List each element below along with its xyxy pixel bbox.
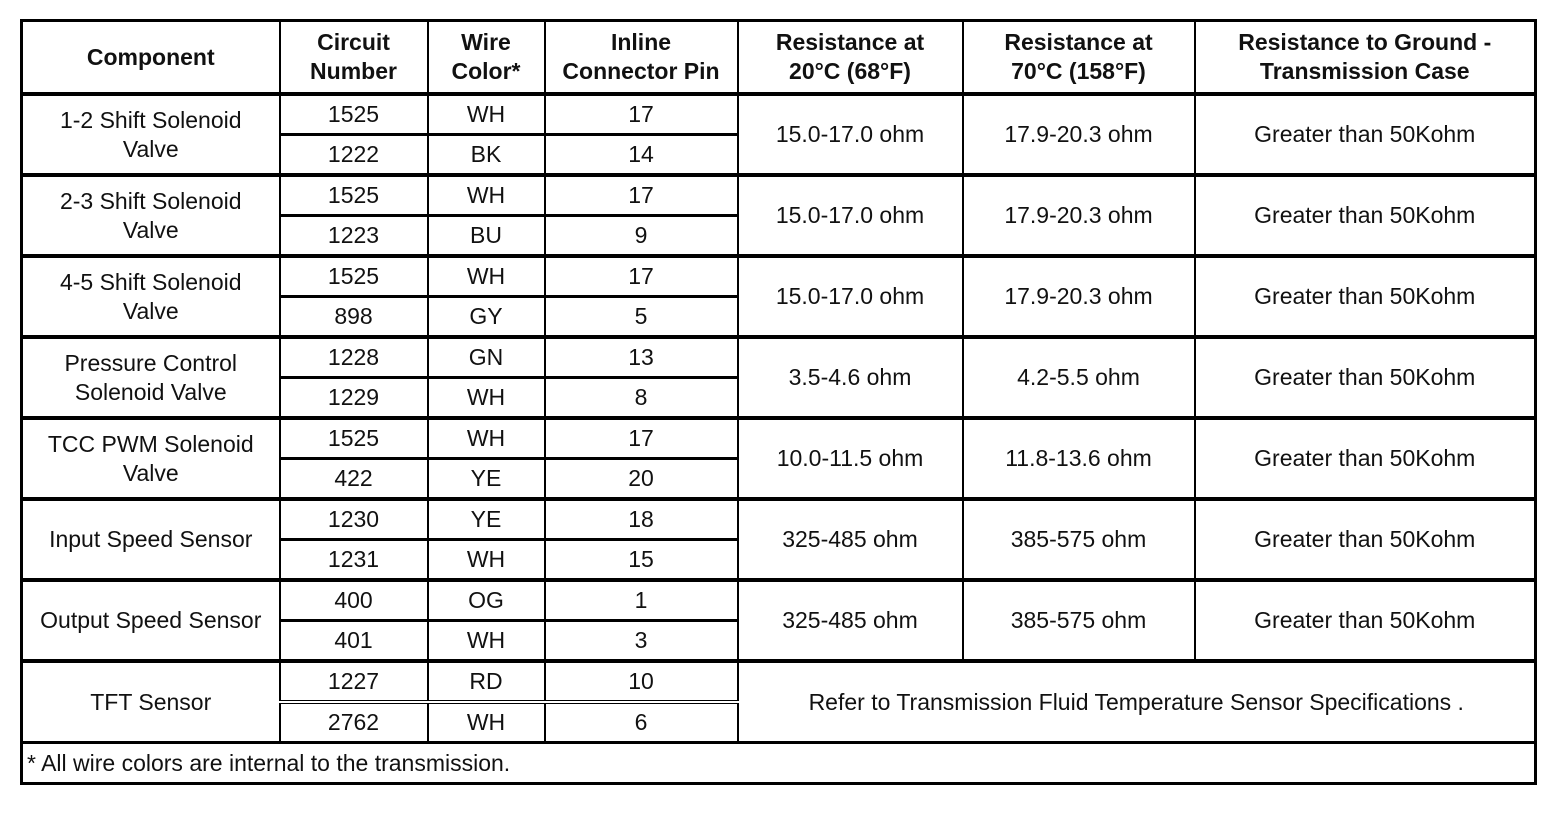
table-row bbox=[22, 418, 1536, 459]
header-component: Component bbox=[22, 21, 280, 95]
connector-pin-cell: 1 bbox=[545, 580, 738, 621]
component-cell: Pressure Control Solenoid Valve bbox=[22, 337, 280, 418]
wire-color-cell: WH bbox=[428, 256, 545, 297]
connector-pin-cell: 17 bbox=[545, 94, 738, 135]
wire-color-cell: OG bbox=[428, 580, 545, 621]
resistance-20c-cell: 3.5-4.6 ohm bbox=[738, 337, 963, 418]
reference-note-cell: Refer to Transmission Fluid Temperature Sensor Specifications . bbox=[738, 661, 1536, 743]
connector-pin-cell: 20 bbox=[545, 459, 738, 500]
resistance-70c-cell: 4.2-5.5 ohm bbox=[963, 337, 1195, 418]
circuit-number-cell: 1525 bbox=[280, 94, 428, 135]
solenoid-resistance-table bbox=[20, 19, 1537, 785]
resistance-70c-cell: 385-575 ohm bbox=[963, 580, 1195, 661]
table-body bbox=[22, 94, 1536, 743]
resistance-ground-cell: Greater than 50Kohm bbox=[1195, 499, 1536, 580]
circuit-number-cell: 401 bbox=[280, 621, 428, 662]
component-cell: 2-3 Shift Solenoid Valve bbox=[22, 175, 280, 256]
resistance-20c-cell: 325-485 ohm bbox=[738, 499, 963, 580]
circuit-number-cell: 1230 bbox=[280, 499, 428, 540]
resistance-ground-cell: Greater than 50Kohm bbox=[1195, 418, 1536, 499]
resistance-20c-cell: 325-485 ohm bbox=[738, 580, 963, 661]
wire-color-cell: BK bbox=[428, 135, 545, 176]
circuit-number-cell: 1228 bbox=[280, 337, 428, 378]
wire-color-cell: WH bbox=[428, 621, 545, 662]
resistance-70c-cell: 11.8-13.6 ohm bbox=[963, 418, 1195, 499]
circuit-number-cell: 422 bbox=[280, 459, 428, 500]
wire-color-cell: WH bbox=[428, 540, 545, 581]
connector-pin-cell: 14 bbox=[545, 135, 738, 176]
footnote-row bbox=[22, 743, 1536, 784]
resistance-20c-cell: 10.0-11.5 ohm bbox=[738, 418, 963, 499]
circuit-number-cell: 1525 bbox=[280, 256, 428, 297]
connector-pin-cell: 13 bbox=[545, 337, 738, 378]
circuit-number-cell: 1231 bbox=[280, 540, 428, 581]
table-row bbox=[22, 337, 1536, 378]
connector-pin-cell: 3 bbox=[545, 621, 738, 662]
wire-color-cell: RD bbox=[428, 661, 545, 702]
table-row bbox=[22, 499, 1536, 540]
header-resistance-70c: Resistance at 70°C (158°F) bbox=[963, 21, 1195, 95]
resistance-70c-cell: 385-575 ohm bbox=[963, 499, 1195, 580]
component-cell: TCC PWM Solenoid Valve bbox=[22, 418, 280, 499]
resistance-20c-cell: 15.0-17.0 ohm bbox=[738, 175, 963, 256]
circuit-number-cell: 400 bbox=[280, 580, 428, 621]
connector-pin-cell: 17 bbox=[545, 418, 738, 459]
header-circuit-number: Circuit Number bbox=[280, 21, 428, 95]
component-cell: Output Speed Sensor bbox=[22, 580, 280, 661]
header-row bbox=[22, 21, 1536, 95]
wire-color-cell: YE bbox=[428, 499, 545, 540]
component-cell: 1-2 Shift Solenoid Valve bbox=[22, 94, 280, 175]
header-resistance-ground: Resistance to Ground - Transmission Case bbox=[1195, 21, 1536, 95]
circuit-number-cell: 1227 bbox=[280, 661, 428, 702]
resistance-ground-cell: Greater than 50Kohm bbox=[1195, 175, 1536, 256]
wire-color-cell: WH bbox=[428, 94, 545, 135]
circuit-number-cell: 1525 bbox=[280, 418, 428, 459]
connector-pin-cell: 18 bbox=[545, 499, 738, 540]
wire-color-cell: WH bbox=[428, 418, 545, 459]
wire-color-cell: BU bbox=[428, 216, 545, 257]
circuit-number-cell: 1223 bbox=[280, 216, 428, 257]
circuit-number-cell: 898 bbox=[280, 297, 428, 338]
wire-color-cell: GY bbox=[428, 297, 545, 338]
resistance-ground-cell: Greater than 50Kohm bbox=[1195, 94, 1536, 175]
footnote: * All wire colors are internal to the transmission. bbox=[22, 743, 1536, 784]
connector-pin-cell: 10 bbox=[545, 661, 738, 702]
header-wire-color: Wire Color* bbox=[428, 21, 545, 95]
resistance-20c-cell: 15.0-17.0 ohm bbox=[738, 256, 963, 337]
circuit-number-cell: 1525 bbox=[280, 175, 428, 216]
resistance-ground-cell: Greater than 50Kohm bbox=[1195, 337, 1536, 418]
connector-pin-cell: 17 bbox=[545, 256, 738, 297]
connector-pin-cell: 17 bbox=[545, 175, 738, 216]
resistance-70c-cell: 17.9-20.3 ohm bbox=[963, 175, 1195, 256]
wire-color-cell: GN bbox=[428, 337, 545, 378]
resistance-20c-cell: 15.0-17.0 ohm bbox=[738, 94, 963, 175]
table-row bbox=[22, 94, 1536, 135]
wire-color-cell: WH bbox=[428, 175, 545, 216]
resistance-70c-cell: 17.9-20.3 ohm bbox=[963, 94, 1195, 175]
circuit-number-cell: 2762 bbox=[280, 702, 428, 743]
table-row bbox=[22, 661, 1536, 702]
resistance-ground-cell: Greater than 50Kohm bbox=[1195, 580, 1536, 661]
connector-pin-cell: 6 bbox=[545, 702, 738, 743]
table-row bbox=[22, 580, 1536, 621]
circuit-number-cell: 1229 bbox=[280, 378, 428, 419]
connector-pin-cell: 15 bbox=[545, 540, 738, 581]
component-cell: 4-5 Shift Solenoid Valve bbox=[22, 256, 280, 337]
connector-pin-cell: 5 bbox=[545, 297, 738, 338]
circuit-number-cell: 1222 bbox=[280, 135, 428, 176]
header-connector-pin: Inline Connector Pin bbox=[545, 21, 738, 95]
table-row bbox=[22, 256, 1536, 297]
resistance-ground-cell: Greater than 50Kohm bbox=[1195, 256, 1536, 337]
table-row bbox=[22, 175, 1536, 216]
resistance-70c-cell: 17.9-20.3 ohm bbox=[963, 256, 1195, 337]
wire-color-cell: WH bbox=[428, 702, 545, 743]
connector-pin-cell: 9 bbox=[545, 216, 738, 257]
component-cell: Input Speed Sensor bbox=[22, 499, 280, 580]
connector-pin-cell: 8 bbox=[545, 378, 738, 419]
wire-color-cell: WH bbox=[428, 378, 545, 419]
wire-color-cell: YE bbox=[428, 459, 545, 500]
component-cell: TFT Sensor bbox=[22, 661, 280, 743]
header-resistance-20c: Resistance at 20°C (68°F) bbox=[738, 21, 963, 95]
